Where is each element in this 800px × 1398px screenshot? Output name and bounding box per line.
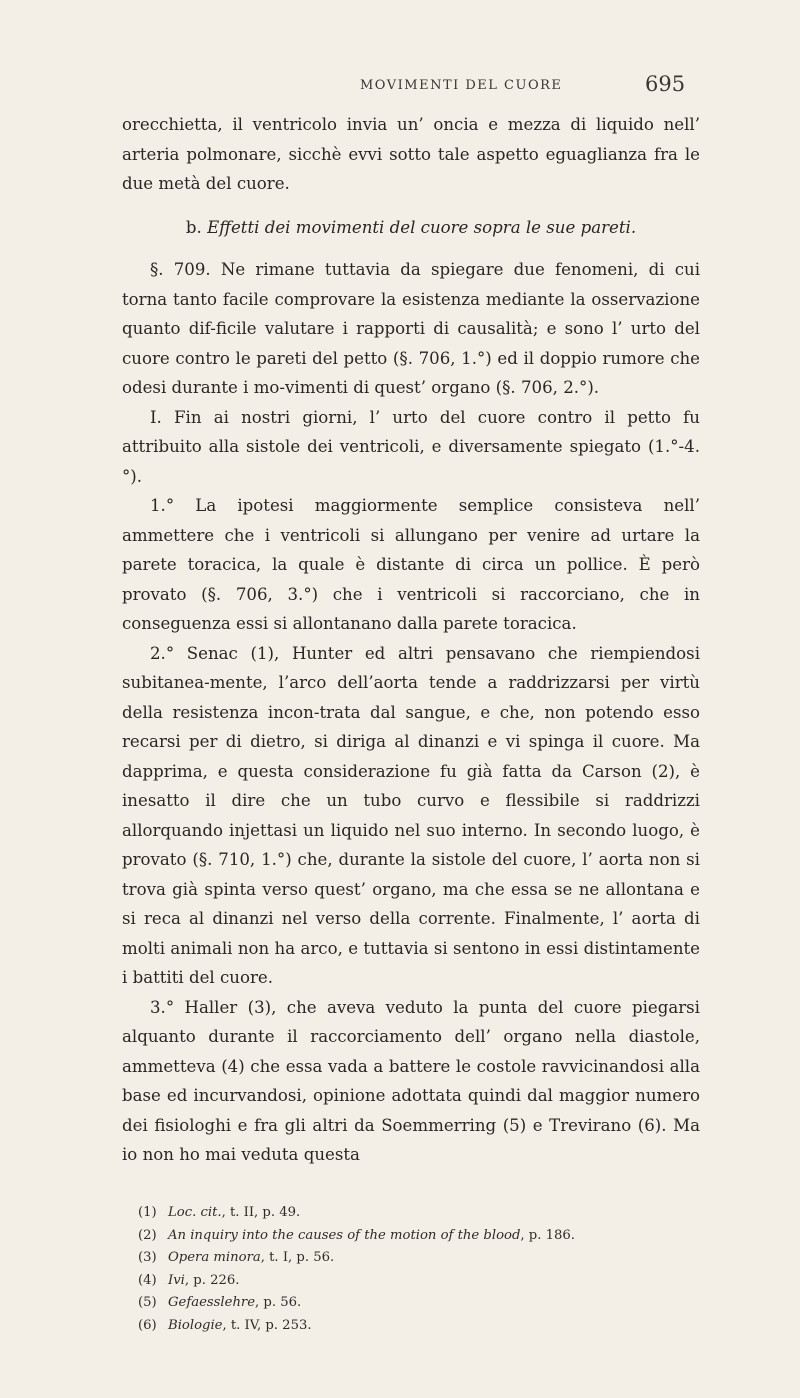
footnote: (4) Ivi, p. 226. — [138, 1272, 240, 1288]
body-text — [122, 110, 700, 1170]
footnote: (2) An inquiry into the causes of the motion of the blood, p. 186. — [138, 1227, 575, 1243]
running-title: MOVIMENTI DEL CUORE — [360, 78, 563, 93]
page-header — [0, 72, 800, 106]
paragraph-709: §. 709. Ne rimane tuttavia da spiegare due fenomeni, di cui torna tanto facile comprovare la esistenza mediante la osservazione quanto dif-ficile valutare i rapporti di causalità; e sono l’ urto del cuore contro le pareti del petto (§. 706, 1.°) ed il doppio rumore che odesi durante i mo-vimenti di quest’ organo (§. 706, 2.°). — [122, 260, 700, 397]
subheading-title: Effetti dei movimenti del cuore sopra le sue pareti. — [207, 217, 637, 237]
paragraph-2: 2.° Senac (1), Hunter ed altri pensavano che riempiendosi subitanea-mente, l’arco dell’aorta tende a raddrizzarsi per virtù della resistenza incon-trata dal sangue, e che, non potendo esso recarsi per di dietro, si diriga al dinanzi e vi spinga il cuore. Ma dapprima, e questa considerazione fu già fatta da Carson (2), è inesatto il dire che un tubo curvo e flessibile si raddrizzi allorquando injettasi un liquido nel suo interno. In secondo luogo, è provato (§. 710, 1.°) che, durante la sistole del cuore, l’ aorta non si trova già spinta verso quest’ organo, ma che essa se ne allontana e si reca al dinanzi nel verso della corrente. Finalmente, l’ aorta di molti animali non ha arco, e tuttavia si sentono in essi distintamente i battiti del cuore. — [122, 643, 700, 987]
footnote: (3) Opera minora, t. I, p. 56. — [138, 1250, 335, 1266]
footnote: (6) Biologie, t. IV, p. 253. — [138, 1317, 312, 1333]
section-subheading — [122, 213, 700, 243]
paragraph-3: 3.° Haller (3), che aveva veduto la punta del cuore piegarsi alquanto durante il raccorciamento dell’ organo nella diastole, ammetteva (4) che essa vada a battere le costole ravvicinandosi alla base ed incurvandosi, opinione adottata quindi dal maggior numero dei fisiologhi e fra gli altri da Soemmerring (5) e Trevirano (6). Ma io non ho mai veduta questa — [122, 997, 700, 1164]
footnote: (1) Loc. cit., t. II, p. 49. — [138, 1205, 301, 1220]
paragraph-continued: orecchietta, il ventricolo invia un’ oncia e mezza di liquido nell’ arteria polmonare, sicchè evvi sotto tale aspetto eguaglianza fra le due metà del cuore. — [122, 115, 700, 193]
paragraph-1: 1.° La ipotesi maggiormente semplice consisteva nell’ ammettere che i ventricoli si allungano per venire ad urtare la parete toracica, la quale è distante di circa un pollice. È però provato (§. 706, 3.°) che i ventricoli si raccorciano, che in conseguenza essi si allontanano dalla parete toracica. — [122, 496, 700, 633]
page-number: 695 — [645, 72, 686, 96]
footnotes — [138, 1202, 698, 1338]
footnote: (5) Gefaesslehre, p. 56. — [138, 1295, 302, 1311]
paragraph-I: I. Fin ai nostri giorni, l’ urto del cuore contro il petto fu attribuito alla sistole dei ventricoli, e diversamente spiegato (1.°-4.°). — [122, 407, 700, 486]
subheading-letter: b. — [185, 217, 202, 237]
